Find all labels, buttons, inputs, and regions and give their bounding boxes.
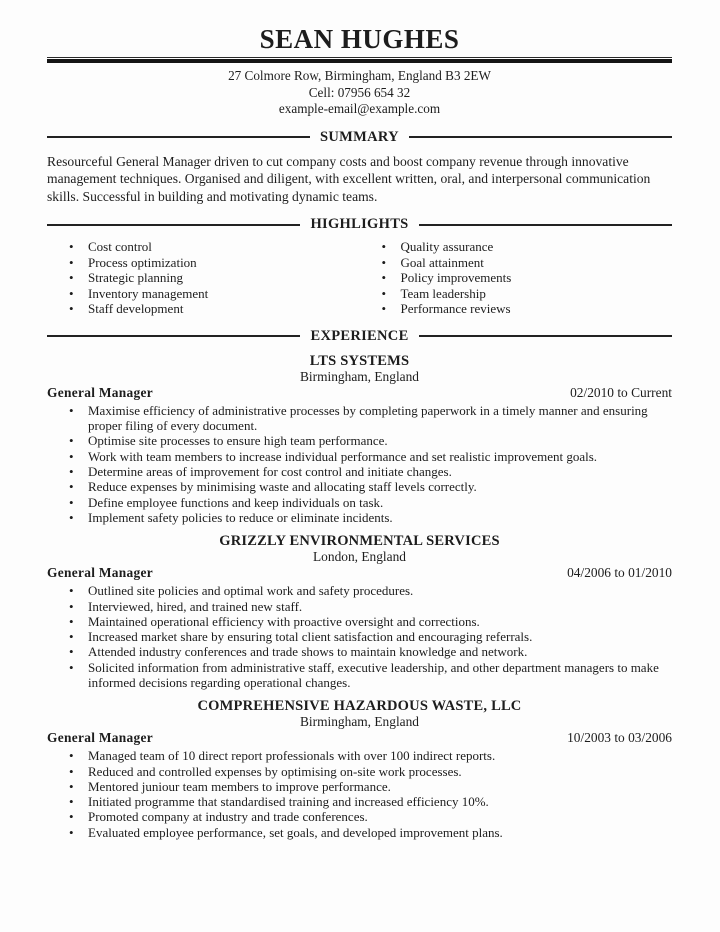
job-role-row xyxy=(47,385,672,401)
job-bullet-item: • Work with team members to increase individual performance and set realistic improvement goals. xyxy=(47,449,672,464)
job-dates: 02/2010 to Current xyxy=(570,384,672,400)
highlights-left-list xyxy=(47,239,360,317)
experience-section-header xyxy=(47,328,672,345)
job-bullet-item: • Optimise site processes to ensure high team performance. xyxy=(47,433,672,448)
section-rule-left xyxy=(47,224,300,226)
job-dates: 10/2003 to 03/2006 xyxy=(567,730,672,746)
section-rule-right xyxy=(419,224,672,226)
highlights-right-column xyxy=(360,239,673,317)
job-bullet-item: • Increased market share by ensuring total client satisfaction and encouraging referrals. xyxy=(47,629,672,644)
job-entry xyxy=(47,534,672,690)
job-bullet-item: • Attended industry conferences and trade shows to maintain knowledge and network. xyxy=(47,644,672,659)
job-bullet-item: • Outlined site policies and optimal work and safety procedures. xyxy=(47,583,672,598)
section-rule-right xyxy=(409,136,672,138)
company-location: Birmingham, England xyxy=(299,714,419,730)
highlight-item: • Team leadership xyxy=(360,286,673,302)
job-title: General Manager xyxy=(47,565,154,581)
job-bullet-item: • Reduced and controlled expenses by optimising on-site work processes. xyxy=(47,764,672,779)
highlights-section-title: HIGHLIGHTS xyxy=(310,216,409,233)
company-name: LTS SYSTEMS xyxy=(309,352,410,369)
highlight-item: • Cost control xyxy=(47,239,360,255)
highlight-item: • Quality assurance xyxy=(360,239,673,255)
job-bullet-item: • Define employee functions and keep individuals on task. xyxy=(47,495,672,510)
job-bullet-item: • Implement safety policies to reduce or eliminate incidents. xyxy=(47,510,672,525)
job-bullet-item: • Maintained operational efficiency with proactive oversight and corrections. xyxy=(47,614,672,629)
job-title: General Manager xyxy=(47,730,154,746)
address-line: 27 Colmore Row, Birmingham, England B3 2EW xyxy=(228,68,491,84)
highlight-item: • Process optimization xyxy=(47,255,360,271)
highlight-item: • Staff development xyxy=(47,301,360,317)
header-divider-thick-line xyxy=(47,59,672,63)
highlight-item: • Policy improvements xyxy=(360,270,673,286)
job-bullet-item: • Mentored juniour team members to improve performance. xyxy=(47,779,672,794)
highlight-item: • Performance reviews xyxy=(360,301,673,317)
summary-text: Resourceful General Manager driven to cut company costs and boost company revenue through innovative management techniques. Organised and diligent, with excellent written, oral, and interpersonal communication skills. Successful in building and motivating dynamic teams. xyxy=(47,153,651,204)
job-bullet-item: • Managed team of 10 direct report professionals with over 100 indirect reports. xyxy=(47,748,672,763)
header-divider xyxy=(47,57,672,63)
job-bullet-list xyxy=(47,748,672,840)
section-rule-left xyxy=(47,335,300,337)
job-bullet-item: • Solicited information from administrative staff, executive leadership, and other department managers to make informed decisions regarding operational changes. xyxy=(47,660,672,691)
company-location: London, England xyxy=(313,549,406,565)
highlights-section-header xyxy=(47,216,672,233)
email-line: example-email@example.com xyxy=(278,101,441,117)
company-location: Birmingham, England xyxy=(299,368,419,384)
company-name: GRIZZLY ENVIRONMENTAL SERVICES xyxy=(219,533,500,550)
candidate-name: SEAN HUGHES xyxy=(259,24,460,54)
highlight-item: • Strategic planning xyxy=(47,270,360,286)
job-bullet-item: • Promoted company at industry and trade conferences. xyxy=(47,809,672,824)
summary-section-title: SUMMARY xyxy=(320,128,399,145)
job-bullet-item: • Evaluated employee performance, set goals, and developed improvement plans. xyxy=(47,825,672,840)
job-bullet-list xyxy=(47,583,672,690)
job-bullet-item: • Maximise efficiency of administrative processes by completing paperwork in a timely manner and ensuring proper filing of every document. xyxy=(47,403,672,434)
experience-jobs xyxy=(47,354,672,840)
summary-section-header xyxy=(47,129,672,146)
job-dates: 04/2006 to 01/2010 xyxy=(567,565,672,581)
highlight-item: • Goal attainment xyxy=(360,255,673,271)
resume-header xyxy=(47,25,672,118)
job-entry xyxy=(47,354,672,525)
experience-section-title: EXPERIENCE xyxy=(310,327,409,344)
highlights-right-list xyxy=(360,239,673,317)
job-bullet-list xyxy=(47,403,672,525)
phone-line: Cell: 07956 654 32 xyxy=(308,84,411,100)
job-bullet-item: • Determine areas of improvement for cost control and initiate changes. xyxy=(47,464,672,479)
highlight-item: • Inventory management xyxy=(47,286,360,302)
company-name: COMPREHENSIVE HAZARDOUS WASTE, LLC xyxy=(197,698,522,715)
job-bullet-item: • Initiated programme that standardised training and increased efficiency 10%. xyxy=(47,794,672,809)
contact-block xyxy=(47,68,672,118)
job-entry xyxy=(47,699,672,840)
job-bullet-item: • Interviewed, hired, and trained new staff. xyxy=(47,599,672,614)
highlights-left-column xyxy=(47,239,360,317)
job-title: General Manager xyxy=(47,384,154,400)
job-role-row xyxy=(47,730,672,746)
section-rule-right xyxy=(419,335,672,337)
section-rule-left xyxy=(47,136,310,138)
highlights-columns xyxy=(47,239,672,317)
job-bullet-item: • Reduce expenses by minimising waste and allocating staff levels correctly. xyxy=(47,479,672,494)
header-divider-thin-line xyxy=(47,57,672,58)
job-role-row xyxy=(47,565,672,581)
